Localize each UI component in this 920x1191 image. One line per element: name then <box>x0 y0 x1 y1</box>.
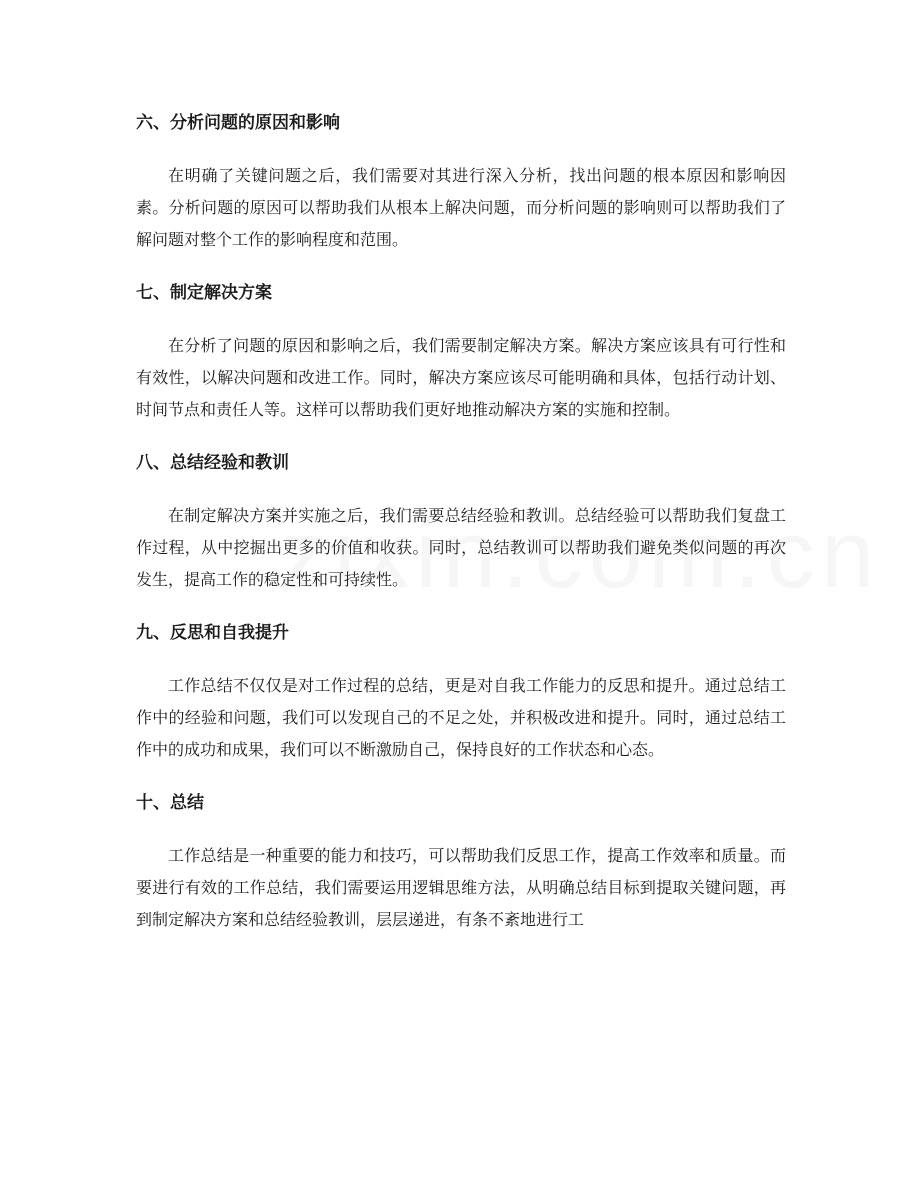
section-paragraph: 在明确了关键问题之后，我们需要对其进行深入分析，找出问题的根本原因和影响因素。分析问题的原因可以帮助我们从根本上解决问题，而分析问题的影响则可以帮助我们了解问题对整个工作的影响程度和范围。 <box>136 166 786 249</box>
section-heading: 六、分析问题的原因和影响 <box>136 113 340 133</box>
section-paragraph: 工作总结不仅仅是对工作过程的总结，更是对自我工作能力的反思和提升。通过总结工作中的经验和问题，我们可以发现自己的不足之处，并积极改进和提升。同时，通过总结工作中的成功和成果，我们可以不断激励自己，保持良好的工作状态和心态。 <box>136 676 786 759</box>
section-9 <box>136 616 786 766</box>
section-heading: 七、制定解决方案 <box>136 283 272 303</box>
section-heading: 十、总结 <box>136 793 204 813</box>
section-6 <box>136 106 786 256</box>
section-paragraph: 工作总结是一种重要的能力和技巧，可以帮助我们反思工作，提高工作效率和质量。而要进行有效的工作总结，我们需要运用逻辑思维方法，从明确总结目标到提取关键问题，再到制定解决方案和总结经验教训，层层递进，有条不紊地进行工 <box>136 846 786 929</box>
section-7 <box>136 276 786 426</box>
section-heading: 八、总结经验和教训 <box>136 453 289 473</box>
section-paragraph: 在制定解决方案并实施之后，我们需要总结经验和教训。总结经验可以帮助我们复盘工作过程，从中挖掘出更多的价值和收获。同时，总结教训可以帮助我们避免类似问题的再次发生，提高工作的稳定性和可持续性。 <box>136 506 786 589</box>
section-paragraph: 在分析了问题的原因和影响之后，我们需要制定解决方案。解决方案应该具有可行性和有效性，以解决问题和改进工作。同时，解决方案应该尽可能明确和具体，包括行动计划、时间节点和责任人等。这样可以帮助我们更好地推动解决方案的实施和控制。 <box>136 336 786 419</box>
document-body <box>136 106 786 956</box>
section-10 <box>136 786 786 936</box>
section-heading: 九、反思和自我提升 <box>136 623 289 643</box>
section-8 <box>136 446 786 596</box>
